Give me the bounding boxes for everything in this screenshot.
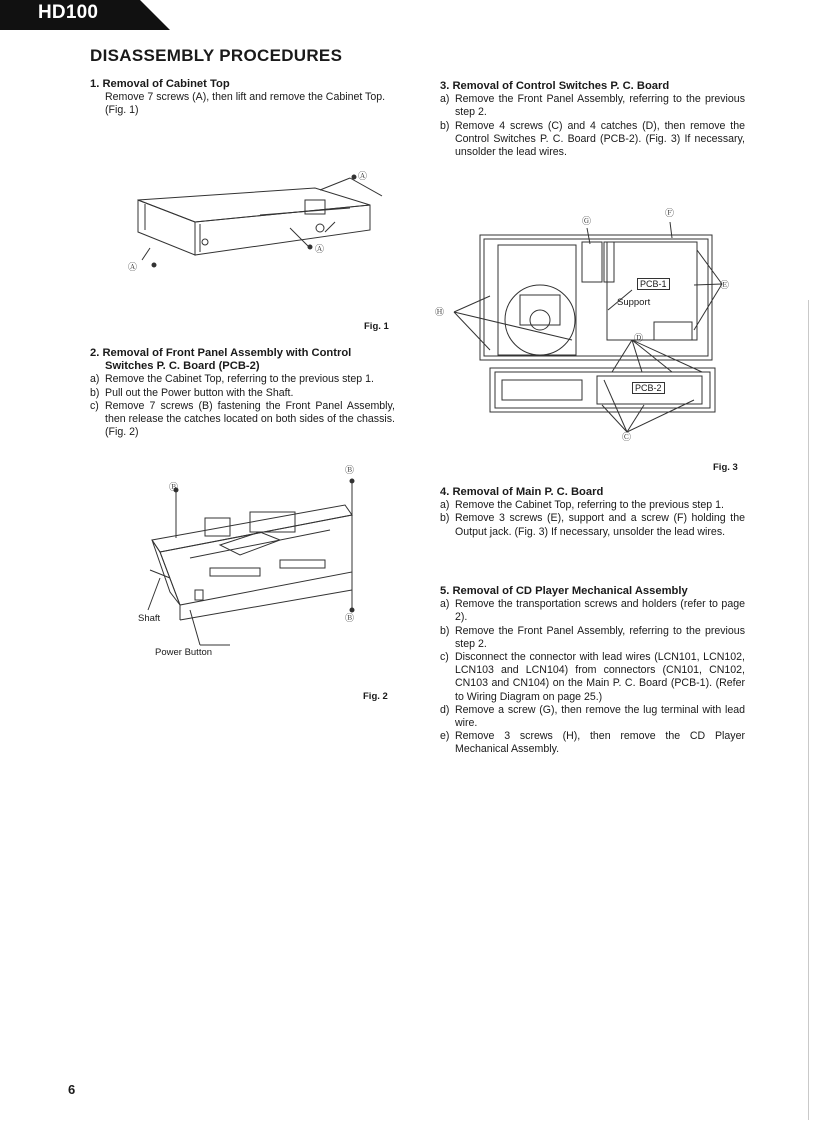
section-title-continued: Switches P. C. Board (PCB-2) <box>105 360 260 373</box>
callout-c: Ⓒ <box>622 433 632 443</box>
figure-3 <box>432 200 752 455</box>
figure-2-label: Fig. 2 <box>363 691 388 702</box>
step-item: b) Remove the Front Panel Assembly, referring to the previous step 2. <box>440 624 745 650</box>
step-item: c) Disconnect the connector with lead wires (LCN101, LCN102, LCN103 and LCN104) from connectors (CN101, CN102, CN103 and CN104) on the Main P. C. Board (PCB-1). (Refer to Wiring Diagram on page 25.) <box>440 651 745 703</box>
support-label: Support <box>617 297 651 308</box>
callout-b: Ⓑ <box>345 614 355 624</box>
section-title: 5. Removal of CD Player Mechanical Assembly <box>440 585 688 597</box>
section-main-board <box>440 486 745 539</box>
callout-f: Ⓕ <box>665 209 675 219</box>
step-item: a) Remove the transportation screws and holders (refer to page 2). <box>440 598 745 624</box>
callout-d: Ⓓ <box>634 334 644 344</box>
pcb-1-label: PCB-1 <box>637 278 670 290</box>
callout-b: Ⓑ <box>345 466 355 476</box>
step-list <box>440 93 745 159</box>
step-item: a) Remove the Cabinet Top, referring to the previous step 1. <box>440 499 724 512</box>
step-list <box>90 373 395 439</box>
step-list <box>440 598 745 756</box>
section-title: 3. Removal of Control Switches P. C. Board <box>440 80 670 92</box>
page-number: 6 <box>68 1082 76 1097</box>
section-front-panel <box>90 347 395 439</box>
power-button-label: Power Button <box>155 647 213 658</box>
model-tab <box>0 0 175 30</box>
step-item: b) Pull out the Power button with the Shaft. <box>90 386 294 399</box>
step-item: a) Remove the Front Panel Assembly, referring to the previous step 2. <box>440 93 745 119</box>
step-list <box>440 499 745 539</box>
callout-a: Ⓐ <box>358 172 368 182</box>
page-edge-line <box>808 300 809 1120</box>
section-body: Remove 7 screws (A), then lift and remove the Cabinet Top. (Fig. 1) <box>105 91 386 117</box>
figure-1 <box>110 160 395 280</box>
step-item: b) Remove 3 screws (E), support and a screw (F) holding the Output jack. (Fig. 3) If necessary, unsolder the lead wires. <box>440 512 745 538</box>
figure-3-label: Fig. 3 <box>713 462 738 473</box>
section-title: 4. Removal of Main P. C. Board <box>440 486 604 498</box>
section-control-switches <box>440 80 745 159</box>
step-item: a) Remove the Cabinet Top, referring to the previous step 1. <box>90 373 374 386</box>
section-cabinet-top <box>90 78 395 118</box>
callout-g: Ⓖ <box>582 217 592 227</box>
shaft-label: Shaft <box>138 613 161 624</box>
step-item: d) Remove a screw (G), then remove the lug terminal with lead wire. <box>440 703 745 730</box>
step-item: e) Remove 3 screws (H), then remove the CD Player Mechanical Assembly. <box>440 730 745 756</box>
section-cd-mechanism <box>440 585 745 757</box>
callout-a: Ⓐ <box>128 263 138 273</box>
step-item: b) Remove 4 screws (C) and 4 catches (D), then remove the Control Switches P. C. Board (PCB-2). (Fig. 3) If necessary, unsolder the lead wires. <box>440 119 745 159</box>
page-title: DISASSEMBLY PROCEDURES <box>90 46 343 65</box>
section-title: 2. Removal of Front Panel Assembly with Control <box>90 347 352 359</box>
cabinet-top-drawing <box>110 160 395 280</box>
callout-b: Ⓑ <box>169 483 179 493</box>
pcb-layout-drawing <box>432 200 752 455</box>
figure-1-label: Fig. 1 <box>364 321 389 332</box>
model-name: HD100 <box>38 2 99 23</box>
pcb-2-label: PCB-2 <box>632 382 665 394</box>
callout-h: Ⓗ <box>435 308 445 318</box>
figure-2 <box>130 460 400 670</box>
callout-e: Ⓔ <box>720 281 730 291</box>
section-title: 1. Removal of Cabinet Top <box>90 78 230 90</box>
step-item: c) Remove 7 screws (B) fastening the Front Panel Assembly, then release the catches located on both sides of the chassis. (Fig. 2) <box>90 399 395 439</box>
callout-a: Ⓐ <box>315 245 325 255</box>
